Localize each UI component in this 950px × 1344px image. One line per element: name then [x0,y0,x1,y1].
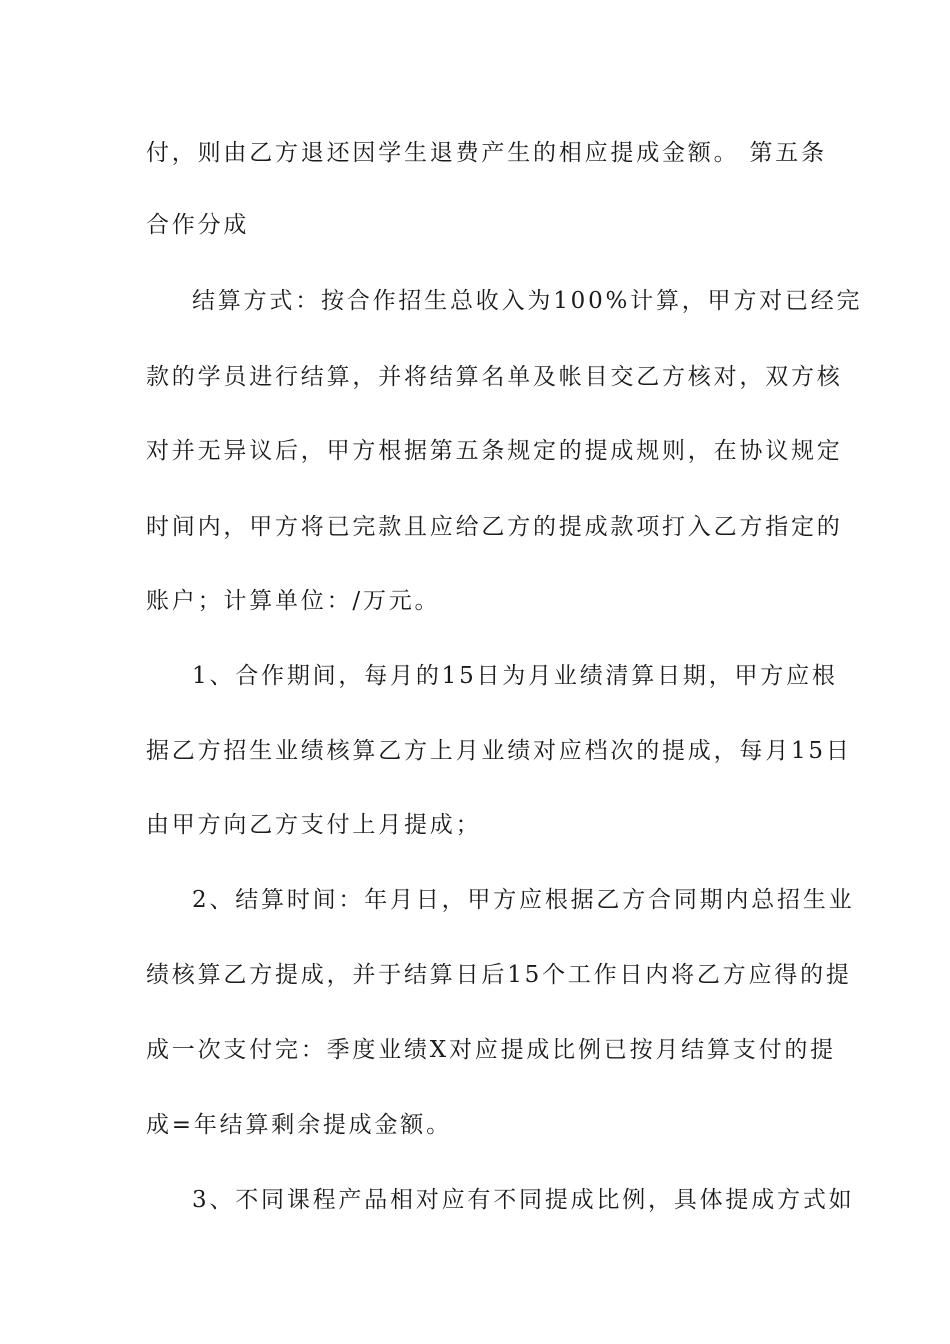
text-line: 时间内，甲方将已完款且应给乙方的提成款项打入乙方指定的 [146,514,843,540]
text-line: 绩核算乙方提成，并于结算日后15个工作日内将乙方应得的提 [146,962,852,988]
text-line: 1、合作期间，每月的15日为月业绩清算日期，甲方应根 [192,663,838,689]
text-line: 款的学员进行结算，并将结算名单及帐目交乙方核对，双方核 [146,364,843,390]
text-line: 由甲方向乙方支付上月提成； [146,812,482,838]
text-line: 据乙方招生业绩核算乙方上月业绩对应档次的提成，每月15日 [146,738,852,764]
text-line: 结算方式：按合作招生总收入为100%计算，甲方对已经完 [192,288,863,314]
text-line: 成=年结算剩余提成金额。 [146,1112,452,1138]
text-line: 3、不同课程产品相对应有不同提成比例，具体提成方式如 [192,1187,855,1213]
text-line: 合作分成 [146,212,250,238]
text-line: 成一次支付完：季度业绩X对应提成比例已按月结算支付的提 [146,1037,836,1063]
text-line: 账户；计算单位：/万元。 [146,588,441,614]
text-line: 付，则由乙方退还因学生退费产生的相应提成金额。 第五条 [146,140,827,166]
text-line: 对并无异议后，甲方根据第五条规定的提成规则，在协议规定 [146,438,843,464]
text-line: 2、结算时间：年月日，甲方应根据乙方合同期内总招生业 [192,887,855,913]
